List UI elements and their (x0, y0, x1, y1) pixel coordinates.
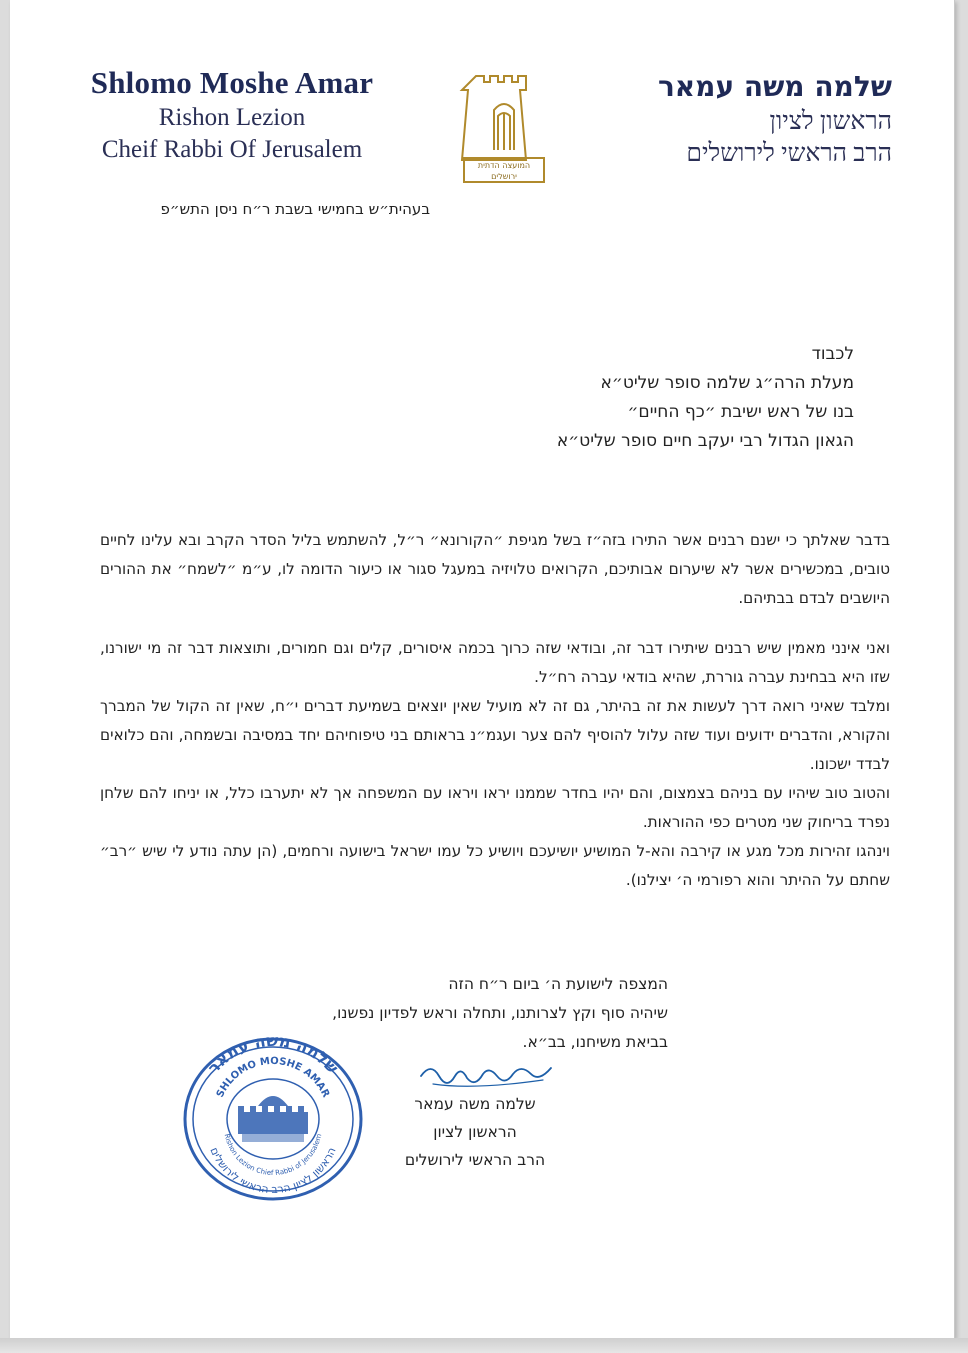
emblem-caption-line1: המועצה הדתית (477, 161, 531, 170)
stamp-outer-english: SHLOMO MOSHE AMAR (214, 1055, 332, 1100)
signer-block (370, 1090, 580, 1174)
stamp-outer-hebrew: שלמה משה עמאר (203, 1034, 343, 1078)
letterhead-english-title: Rishon Lezion (158, 104, 306, 131)
letterhead-hebrew (592, 68, 892, 170)
body-paragraph: וינהגו זהירות מכל מגע או קירבה והא-ל המושיע יושיעכם ויושיע כל עמו ישראל בישועה ורחמים, (הן עתה נודע לי שיש ״רב״ שחתם על ההיתר והוא רפורמי ה׳ יצילנו). (100, 842, 890, 889)
stamp-bottom-hebrew: הראשון לציון הרב הראשי לירושלים (207, 1145, 339, 1197)
letter-page (10, 0, 955, 1338)
closing-line: שיהיה סוף וקץ לצרותנו, ותחלה וראש לפדיון נפשנו, (332, 1004, 668, 1022)
body-paragraph: ואני אינני מאמין שיש רבנים שיתירו דבר זה, ובודאי שזה כרוך בכמה איסורים, קלים וגם חמורים, ותוצאות דבר זה מי ישורנו, שזו היא בבחינת עברה גוררת, שהיא בודאי עברה רח״ל. (100, 639, 890, 686)
addressee-block (294, 340, 854, 456)
signer-line: הראשון לציון (433, 1123, 517, 1141)
letterhead-hebrew-role: הרב הראשי לירושלים (686, 140, 892, 167)
signer-line: הרב הראשי לירושלים (404, 1151, 546, 1169)
addressee-line: מעלת הרה״ג שלמה סופר שליט״א (600, 373, 854, 393)
body-paragraph: והטוב טוב שיהיו עם בניהם בצמצום, והם יהיו בחדר שממנו יראו ויראו עם המשפחה אך לא יתערבו כלל, או יניחו להם שלחן נפרד בריחוק שני מטרים כפי ההוראות. (100, 784, 890, 831)
handwritten-signature (413, 1054, 563, 1094)
stamp-inner-english: Rishon Lezion Chief Rabbi of Jerusalem (222, 1132, 324, 1178)
letterhead-hebrew-title: הראשון לציון (769, 108, 892, 135)
letterhead-english-role: Cheif Rabbi Of Jerusalem (101, 136, 363, 163)
emblem-caption-line2: ירושלים (491, 172, 517, 181)
addressee-line: בנו של ראש ישיבת ״כף החיים״ (627, 402, 854, 422)
closing-line: המצפה לישועת ה׳ ביום ר״ח הזה (448, 975, 668, 993)
letterhead-english-name: Shlomo Moshe Amar (90, 65, 374, 100)
letter-body (100, 526, 890, 895)
body-paragraph: ומלבד שאיני רואה דרך לעשות את זה בהיתר, גם זה לא מועיל שאין יוצאים בשמיעת דברים י״ח, שאין זה הקול של המברך והקורא, והדברים ידועים ועוד שזה עלול להוסיף להם צער ועגמ״נ בראותם בני טיפוחיהם יחד במסיבה ובשמחה, והם כלואים לבדד ישכונו. (100, 697, 890, 773)
official-stamp-seal (178, 1034, 368, 1204)
tower-emblem-logo (454, 68, 554, 188)
svg-text:שלמה משה עמאר (204, 1034, 343, 1077)
page-edge-shadow (0, 1338, 968, 1353)
body-paragraph: בדבר שאלתך כי ישנם רבנים אשר התירו בזה״ז בשל מגיפת ״הקורונא״ ר״ל, להשתמש בליל הסדר הקרב ובא עלינו לחיים טובים, במכשירים אשר לא שיערום אבותיכם, הקרואים טלויזיה במעגל סגור או כיעור הדומה לו, ע״מ ״לשמח״ את ההורים היושבים לבדם בבתיהם. (100, 531, 890, 607)
signer-line: שלמה משה עמאר (414, 1095, 536, 1113)
addressee-line: הגאון הגדול רבי יעקב חיים סופר שליט״א (556, 431, 854, 451)
letterhead-english (72, 64, 392, 166)
letterhead-hebrew-name: שלמה משה עמאר (657, 70, 892, 103)
addressee-line: לכבוד (811, 344, 854, 364)
letter-date: בעהית״ש בחמישי בשבת ר״ח ניסן התש״פ (160, 200, 430, 218)
closing-line: בביאת משיחנו, בב״א. (522, 1033, 668, 1051)
